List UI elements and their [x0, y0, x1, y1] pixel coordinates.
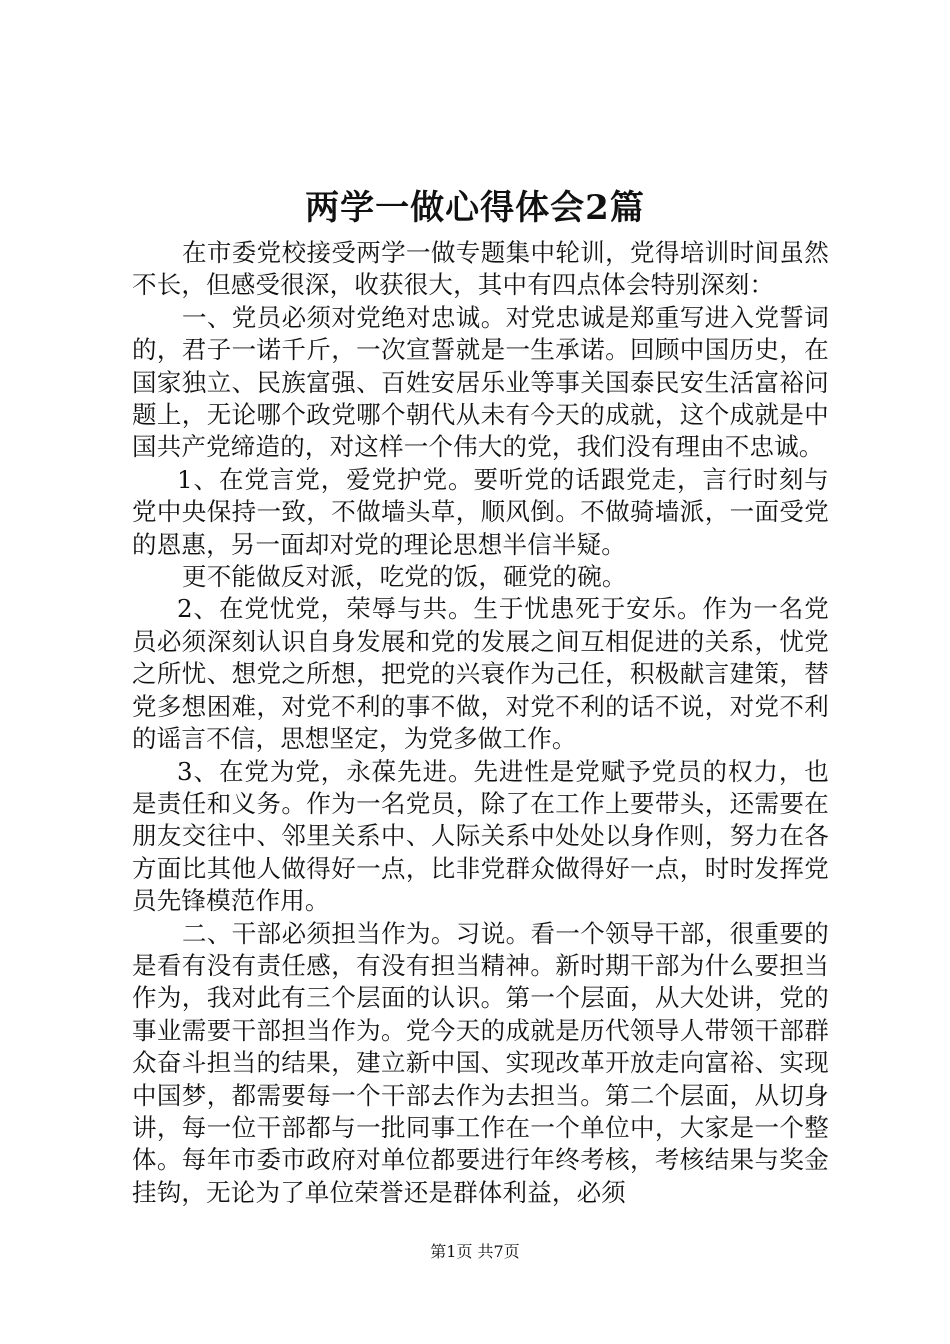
paragraph-section-1: 一、党员必须对党绝对忠诚。对党忠诚是郑重写进入党誓词的，君子一诺千斤，一次宣誓就是一生承诺。回顾中国历史，在国家独立、民族富强、百姓安居乐业等事关国泰民安生活富裕问题上，无论哪个政党哪个朝代从未有今天的成就，这个成就是中国共产党缔造的，对这样一个伟大的党，我们没有理由不忠诚。 [132, 302, 829, 462]
paragraph-point-1: 1、在党言党，爱党护党。要听党的话跟党走，言行时刻与党中央保持一致，不做墙头草，顺风倒。不做骑墙派，一面受党的恩惠，另一面却对党的理论思想半信半疑。 [132, 464, 829, 559]
paragraph-point-2: 2、在党忧党，荣辱与共。生于忧患死于安乐。作为一名党员必须深刻认识自身发展和党的发展之间互相促进的关系，忧党之所忧、想党之所想，把党的兴衰作为己任，积极献言建策，替党多想困难，对党不利的事不做，对党不利的话不说，对党不利的谣言不信，思想坚定，为党多做工作。 [132, 594, 829, 754]
document-body [132, 237, 829, 1209]
page-footer: 第1页 共7页 [430, 1242, 520, 1261]
paragraph-section-2: 二、干部必须担当作为。习说。看一个领导干部，很重要的是看有没有责任感，有没有担当精神。新时期干部为什么要担当作为，我对此有三个层面的认识。第一个层面，从大处讲，党的事业需要干部担当作为。党今天的成就是历代领导人带领干部群众奋斗担当的结果，建立新中国、实现改革开放走向富裕、实现中国梦，都需要每一个干部去作为去担当。第二个层面，从切身讲，每一位干部都与一批同事工作在一个单位中，大家是一个整体。每年市委市政府对单位都要进行年终考核，考核结果与奖金挂钩，无论为了单位荣誉还是群体利益，必须 [132, 918, 829, 1207]
document-title: 两学一做心得体会2篇 [305, 188, 645, 228]
paragraph-intro: 在市委党校接受两学一做专题集中轮训，党得培训时间虽然不长，但感受很深，收获很大，其中有四点体会特别深刻： [132, 238, 829, 300]
paragraph-point-1-cont: 更不能做反对派，吃党的饭，砸党的碗。 [182, 562, 627, 592]
paragraph-point-3: 3、在党为党，永葆先进。先进性是党赋予党员的权力，也是责任和义务。作为一名党员，除了在工作上要带头，还需要在朋友交往中、邻里关系中、人际关系中处处以身作则，努力在各方面比其他人做得好一点，比非党群众做得好一点，时时发挥党员先锋模范作用。 [132, 756, 829, 916]
